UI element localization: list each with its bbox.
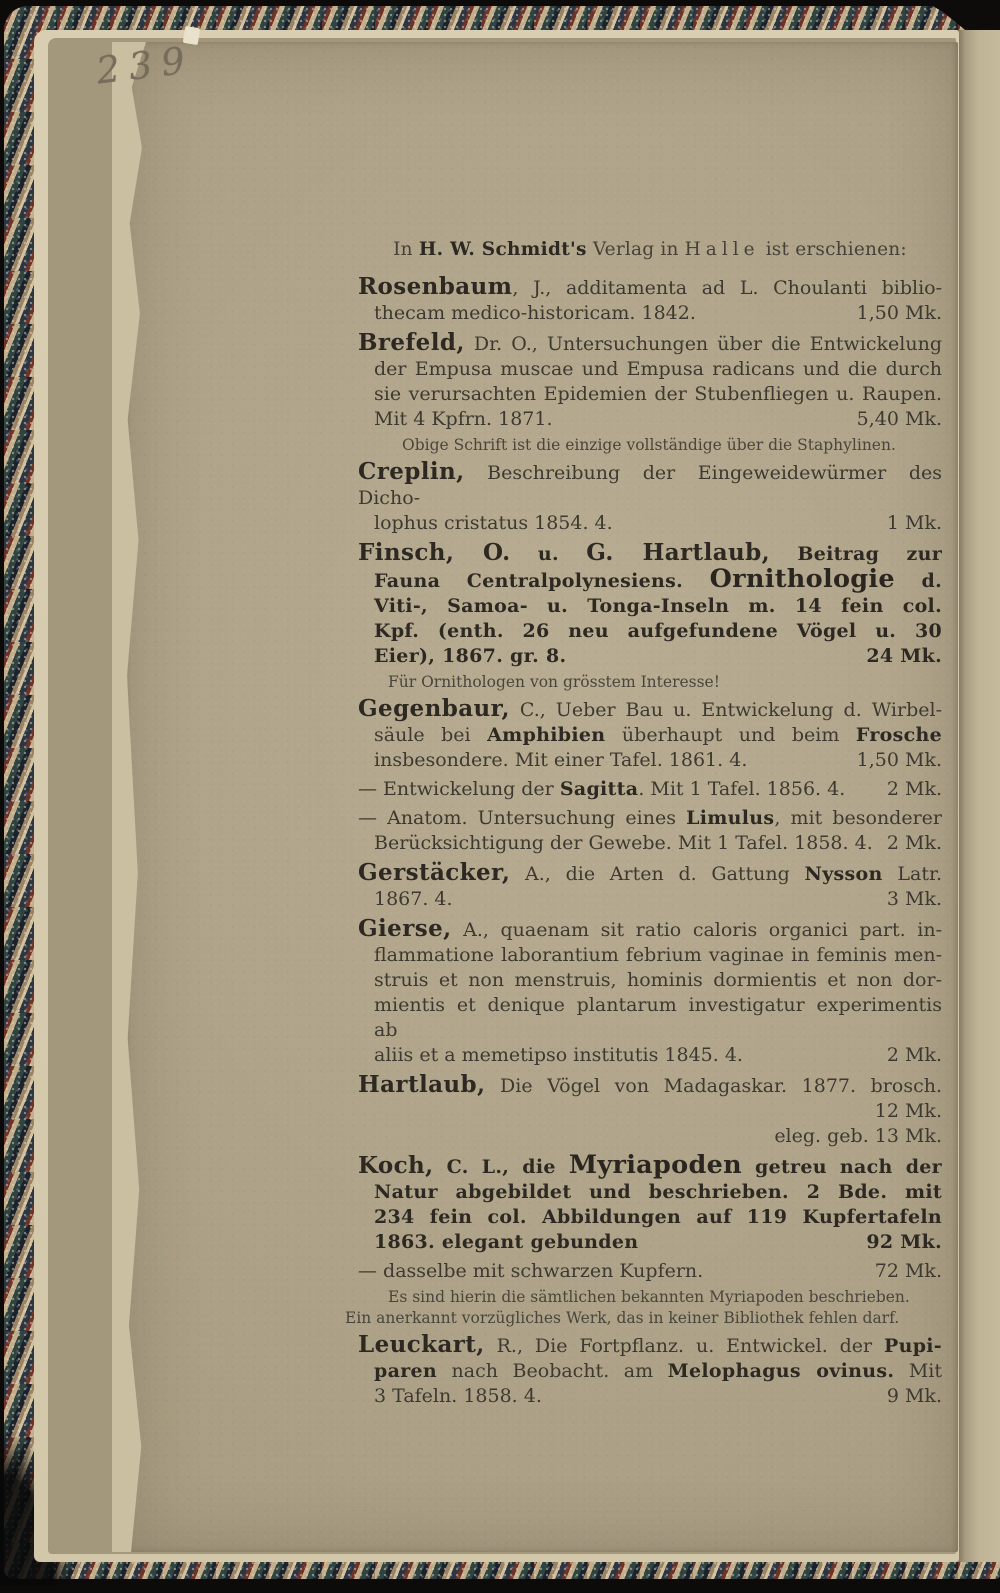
text-run: R., Die Fortpflanz. u. Entwickel. der [484, 1335, 884, 1357]
entry-line [358, 993, 942, 1043]
entry-line [358, 1124, 942, 1149]
text-run: Gerstäcker, [358, 859, 511, 886]
text-run: H. W. Schmidt's [418, 239, 587, 260]
price: eleg. geb. 13 Mk. [774, 1125, 942, 1147]
text-run: Kpf. (enth. 26 neu aufgefundene Vögel u. 30 [374, 620, 942, 642]
price: 3 Mk. [886, 888, 942, 910]
entry-note-line [358, 436, 942, 455]
listing-entry [358, 1332, 942, 1409]
entry-note-line [358, 673, 942, 692]
entry-line [358, 511, 942, 536]
line-text [374, 748, 747, 773]
price: 2 Mk. [886, 1044, 942, 1066]
text-run: Creplin, [358, 458, 465, 485]
text-run: In [393, 239, 419, 260]
entry-line [358, 887, 942, 912]
flyleaf-edge [956, 30, 1000, 1562]
text-run: Ornithologie [709, 564, 895, 594]
text-run: 3 Tafeln. 1858. 4. [374, 1385, 542, 1407]
entry-line [358, 357, 942, 382]
price: 24 Mk. [866, 645, 942, 667]
text-run: flammatione laborantium febrium vaginae in feminis men- [374, 944, 942, 966]
text-run: — dasselbe mit schwarzen Kupfern. [358, 1260, 704, 1282]
text-run: G. Hartlaub, [586, 539, 771, 566]
text-run: säule bei [374, 724, 488, 746]
listing-entry [358, 540, 942, 692]
text-run: Melophagus ovinus. [667, 1360, 895, 1382]
text-run: getreu nach der [741, 1156, 942, 1178]
text-run: nach Beobacht. am [437, 1360, 668, 1382]
entry-line [358, 1205, 942, 1230]
text-run: 1863. elegant gebunden [374, 1231, 639, 1253]
entry-note-line [345, 1309, 942, 1328]
publisher-header [358, 238, 942, 262]
entry-line [358, 382, 942, 407]
price: 5,40 Mk. [856, 408, 942, 430]
text-run: 234 fein col. Abbildungen auf 119 Kupfertafeln [374, 1206, 942, 1228]
text-run: — Entwickelung der [358, 778, 560, 800]
line-text [374, 301, 696, 326]
entry-line [358, 1043, 942, 1068]
price: 1,50 Mk. [856, 302, 942, 324]
text-run: Myriapoden [568, 1150, 742, 1180]
text-run: Beitrag zur [770, 543, 942, 565]
text-run: Sagitta [559, 778, 639, 800]
text-run: Verlag in [586, 239, 685, 260]
entry-line [358, 1150, 942, 1180]
text-run: Hartlaub, [358, 1071, 486, 1098]
text-run: überhaupt und beim [605, 724, 856, 746]
text-run: Mit [894, 1360, 942, 1382]
entry-line [358, 696, 942, 723]
text-run: Limulus [686, 807, 775, 829]
text-run: Koch, [358, 1152, 434, 1179]
entry-line [358, 916, 942, 943]
listing-entry [358, 1150, 942, 1255]
line-text [374, 1043, 743, 1068]
line-text [358, 1259, 703, 1284]
listing-entry [358, 459, 942, 536]
line-text [374, 644, 566, 669]
text-run: A., quaenam sit ratio caloris organici part. in- [451, 919, 942, 941]
text-run: insbesondere. Mit einer Tafel. 1861. 4. [374, 749, 748, 771]
text-run: Pupi- [884, 1335, 942, 1357]
text-run: struis et non menstruis, hominis dormientis et non dor- [374, 969, 942, 991]
entry-line [358, 777, 942, 802]
listing-entry [358, 696, 942, 773]
price: 2 Mk. [886, 778, 942, 800]
text-run: Nysson [804, 863, 883, 885]
text-run: Mit 4 Kpfrn. 1871. [374, 408, 553, 430]
text-run: Finsch, O. [358, 539, 511, 566]
entry-line [358, 1359, 942, 1384]
price: 1,50 Mk. [856, 749, 942, 771]
text-run: Die Vögel von Madagaskar. 1877. brosch. [485, 1075, 942, 1097]
line-text [374, 407, 553, 432]
text-run: Für Ornithologen von grösstem Interesse! [388, 673, 720, 691]
price: 1 Mk. [886, 512, 942, 534]
text-run: 1867. 4. [374, 888, 453, 910]
entry-line [358, 1332, 942, 1359]
text-run: C. L., die [433, 1156, 569, 1178]
handwritten-folio-number: 239 [93, 38, 197, 93]
text-run: mientis et denique plantarum investigatur experimentis ab [374, 994, 942, 1041]
text-run: aliis et a memetipso institutis 1845. 4. [374, 1044, 743, 1066]
entry-line [358, 1099, 942, 1124]
text-run: Rosenbaum [358, 273, 513, 300]
entry-line [358, 1072, 942, 1099]
entry-line [358, 1230, 942, 1255]
text-run: d. [894, 570, 942, 592]
price: 92 Mk. [866, 1231, 942, 1253]
entry-line [358, 943, 942, 968]
text-run: Brefeld, [358, 329, 465, 356]
text-run: Latr. [882, 863, 942, 885]
text-run: Ein anerkannt vorzügliches Werk, das in keiner Bibliothek fehlen darf. [345, 1309, 900, 1327]
text-run: , mit besonderer [774, 807, 942, 829]
text-run: A., die Arten d. Gattung [510, 863, 805, 885]
entry-line [358, 330, 942, 357]
text-run: Viti-, Samoa- u. Tonga-Inseln m. 14 fein col. [374, 595, 942, 617]
text-run: paren [374, 1360, 438, 1382]
entry-line [358, 301, 942, 326]
entry-line [358, 860, 942, 887]
text-run: , J., additamenta ad L. Choulanti biblio- [512, 277, 942, 299]
text-run: C., Ueber Bau u. Entwickelung d. Wirbel- [509, 699, 942, 721]
text-run: Fauna Centralpolynesiens. [374, 570, 710, 592]
text-run: Frosche [855, 724, 943, 746]
text-run: Dr. O., Untersuchungen über die Entwickelung [464, 333, 942, 355]
text-run: sie verursachten Epidemien der Stubenfliegen u. Raupen. [374, 383, 942, 405]
entry-note-line [358, 1288, 942, 1307]
line-text [374, 1384, 542, 1409]
entry-line [358, 831, 942, 856]
text-run: lophus cristatus 1854. 4. [374, 512, 613, 534]
entry-line [358, 459, 942, 511]
entry-line [358, 540, 942, 567]
entry-line [358, 594, 942, 619]
entry-line [358, 968, 942, 993]
entry-line [358, 619, 942, 644]
text-run: Leuckart, [358, 1331, 485, 1358]
text-run: — Anatom. Untersuchung eines [358, 807, 687, 829]
line-text [374, 511, 613, 536]
entry-line [358, 1180, 942, 1205]
text-run: Halle [684, 239, 760, 260]
line-text [374, 831, 873, 856]
text-run: Es sind hierin die sämtlichen bekannten Myriapoden beschrieben. [388, 1288, 910, 1306]
price: 9 Mk. [886, 1385, 942, 1407]
text-run: Amphibien [487, 724, 606, 746]
text-run: Berücksichtigung der Gewebe. Mit 1 Tafel. 1858. 4. [374, 832, 873, 854]
entry-line [358, 806, 942, 831]
entry-line [358, 644, 942, 669]
text-run: Beschreibung der Eingeweidewürmer des Dicho- [358, 462, 942, 509]
text-run: Natur abgebildet und beschrieben. 2 Bde. mit [374, 1181, 942, 1203]
text-run: Gegenbaur, [358, 695, 510, 722]
price: 72 Mk. [874, 1260, 942, 1282]
entry-line [358, 274, 942, 301]
entry-line [358, 748, 942, 773]
line-text [374, 1230, 638, 1255]
line-text [358, 777, 845, 802]
text-run: u. [510, 543, 587, 565]
price: 2 Mk. [886, 832, 942, 854]
listing-entry [358, 1072, 942, 1149]
listing-entry [358, 916, 942, 1068]
text-run: . Mit 1 Tafel. 1856. 4. [638, 778, 846, 800]
listing-entry [358, 777, 942, 802]
entry-line [358, 1384, 942, 1409]
text-run: Eier), 1867. gr. 8. [374, 645, 567, 667]
listing [345, 238, 943, 1409]
text-run: Gierse, [358, 915, 452, 942]
listing-entry [358, 806, 942, 856]
listing-entry [358, 860, 942, 912]
entry-line [358, 407, 942, 432]
line-text [374, 887, 453, 912]
text-run: thecam medico-historicam. 1842. [374, 302, 696, 324]
listing-entry [358, 274, 942, 326]
price: 12 Mk. [874, 1100, 942, 1122]
entry-line [358, 564, 942, 594]
listing-entry [358, 330, 942, 455]
listing-entry [345, 1259, 942, 1328]
text-run: ist erschienen: [759, 239, 907, 260]
entry-line [358, 1259, 942, 1284]
entry-line [358, 723, 942, 748]
text-run: der Empusa muscae und Empusa radicans und die durch [374, 358, 942, 380]
text-run: Obige Schrift ist die einzige vollständige über die Staphylinen. [402, 436, 896, 454]
